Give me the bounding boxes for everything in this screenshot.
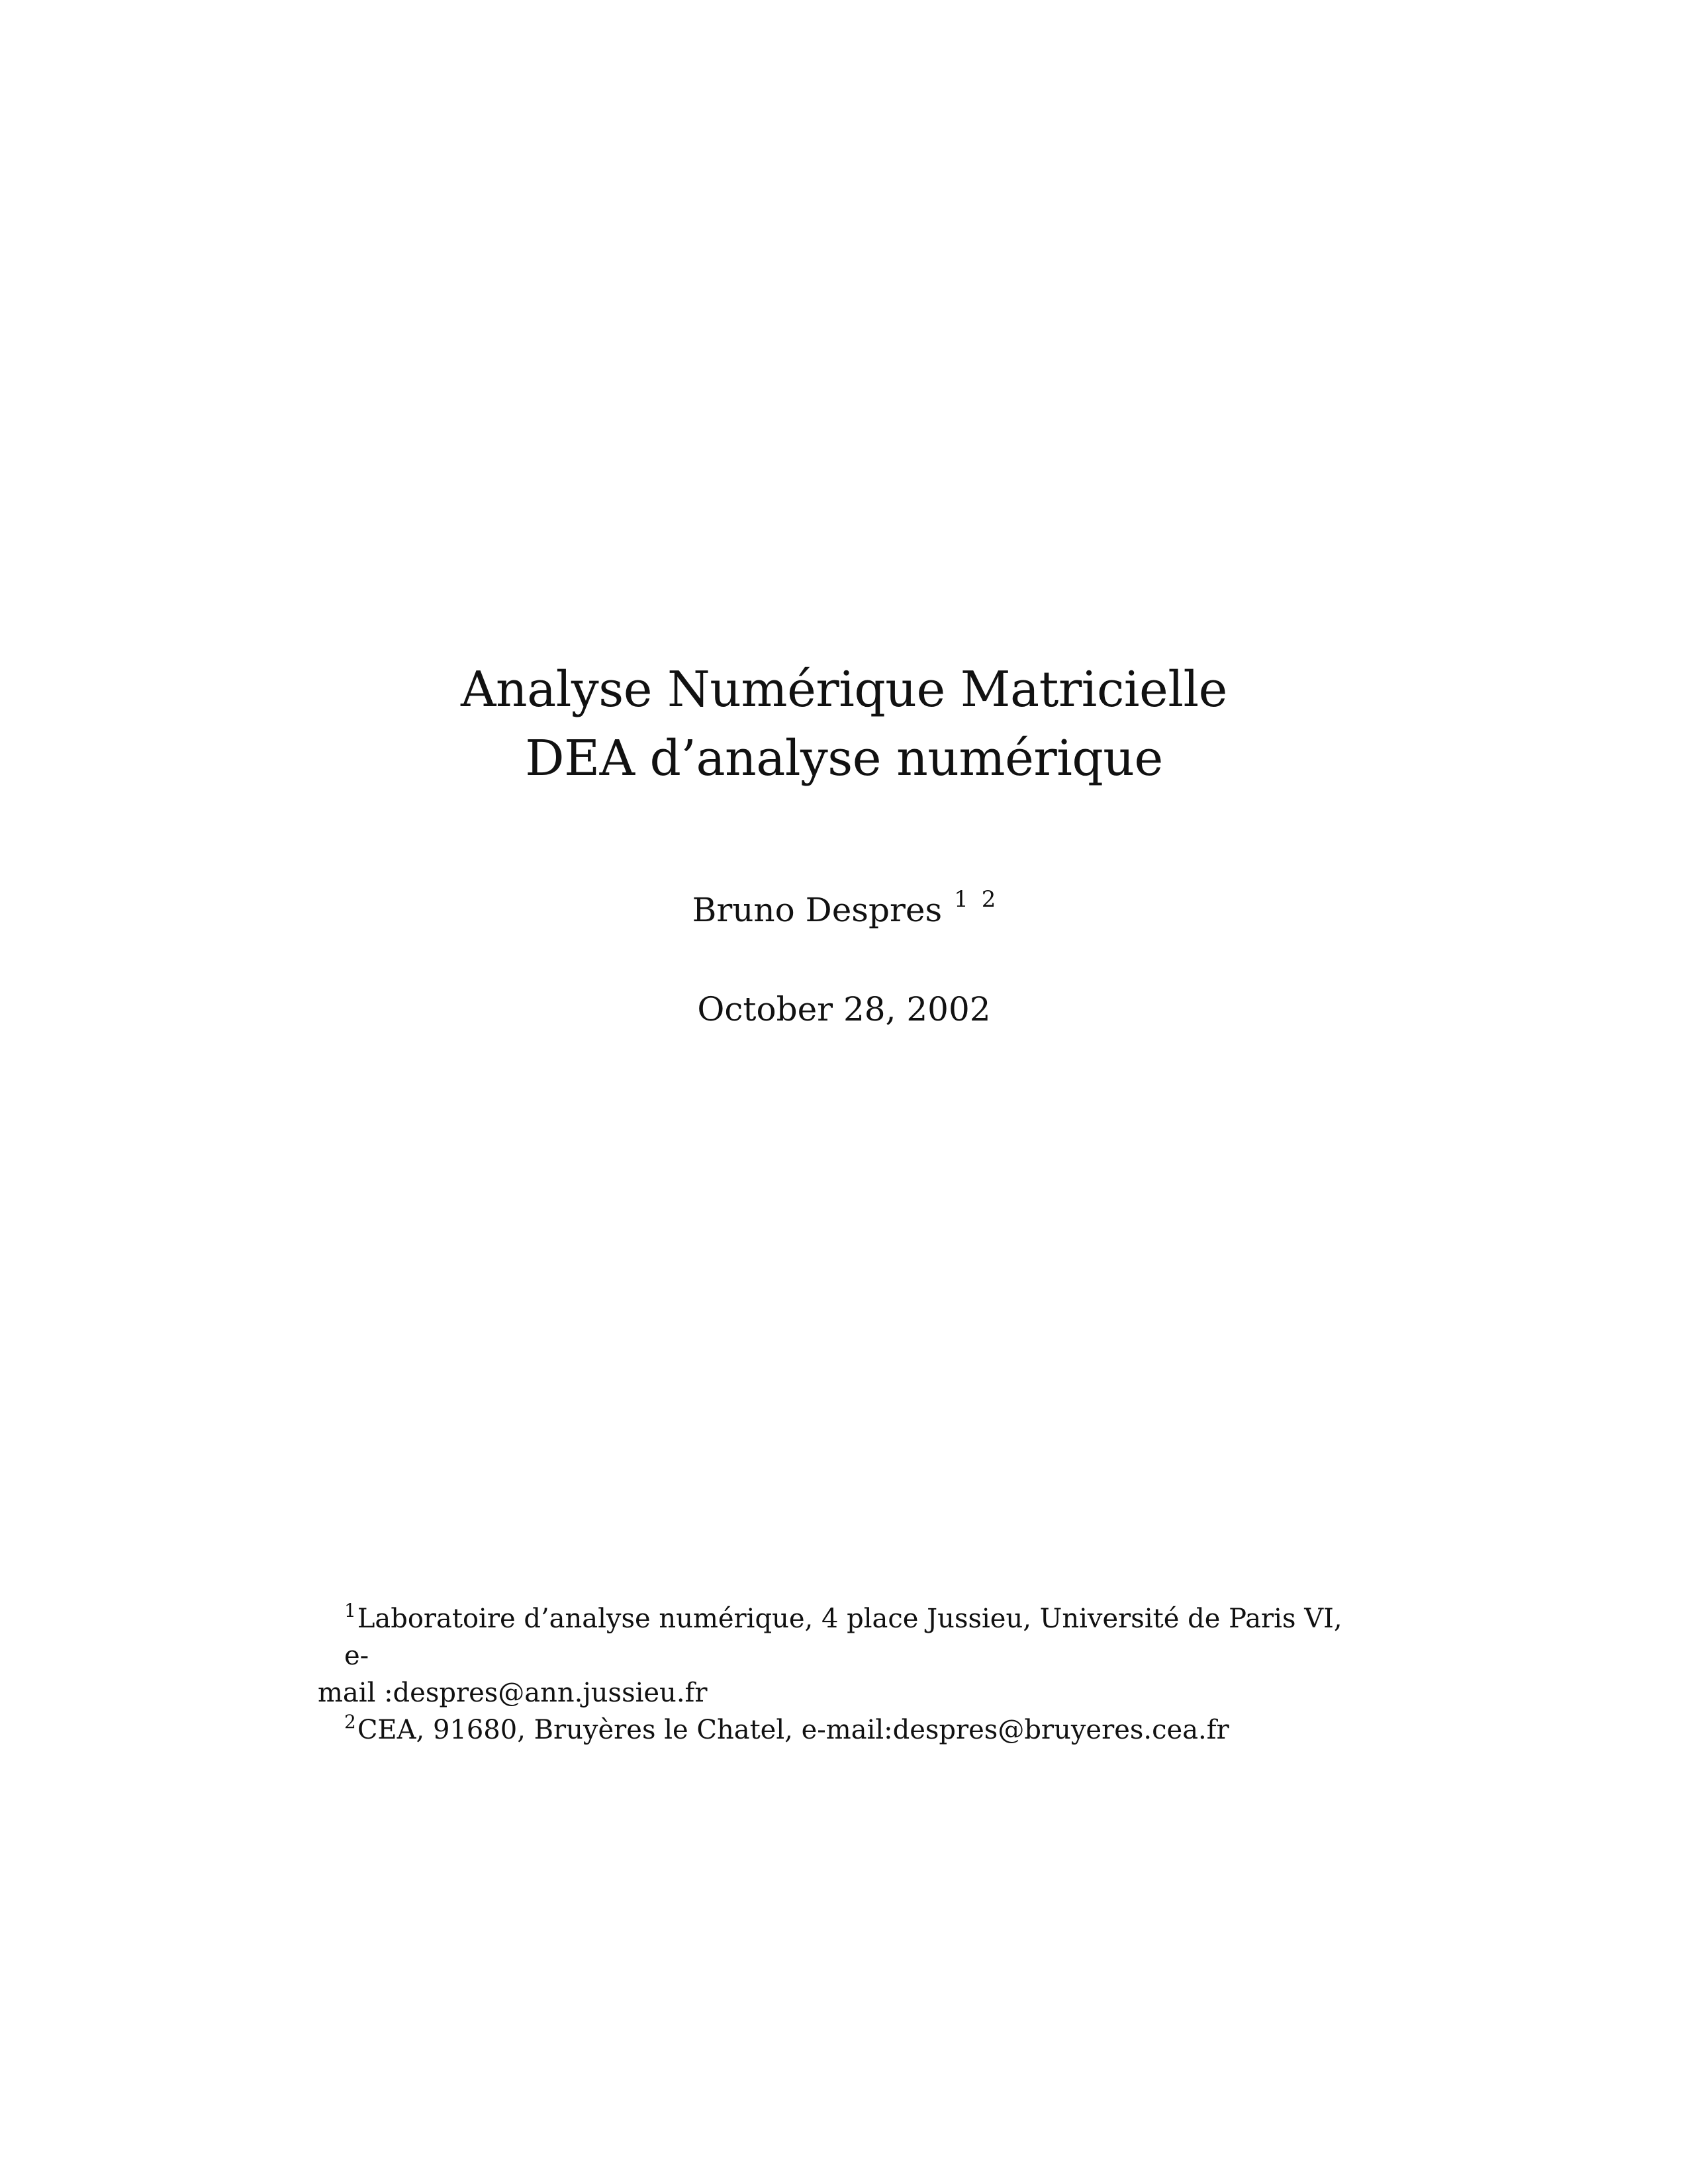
footnote-1-mark: 1 bbox=[344, 1600, 356, 1621]
footnote-2-text: CEA, 91680, Bruyères le Chatel, e-mail:despres@bruyeres.cea.fr bbox=[357, 1715, 1229, 1745]
footnote-2 bbox=[318, 1711, 1374, 1749]
footnote-2-mark: 2 bbox=[344, 1711, 356, 1733]
footnote-mark-2[interactable]: 2 bbox=[981, 886, 996, 913]
footnote-1-continuation: mail :despres@ann.jussieu.fr bbox=[318, 1678, 708, 1708]
footnote-1 bbox=[318, 1600, 1374, 1674]
title-block bbox=[0, 655, 1688, 793]
footnote-mark-1[interactable]: 1 bbox=[954, 886, 968, 913]
author-line bbox=[0, 887, 1688, 933]
document-date: October 28, 2002 bbox=[697, 990, 991, 1028]
title-line-1: Analyse Numérique Matricielle bbox=[461, 661, 1227, 718]
author-name: Bruno Despres bbox=[692, 891, 943, 929]
footnotes bbox=[318, 1600, 1374, 1749]
title-line-2: DEA d’analyse numérique bbox=[525, 730, 1163, 787]
footnote-1-text-line-1: Laboratoire d’analyse numérique, 4 place Jussieu, Université de Paris VI, e- bbox=[344, 1604, 1342, 1671]
